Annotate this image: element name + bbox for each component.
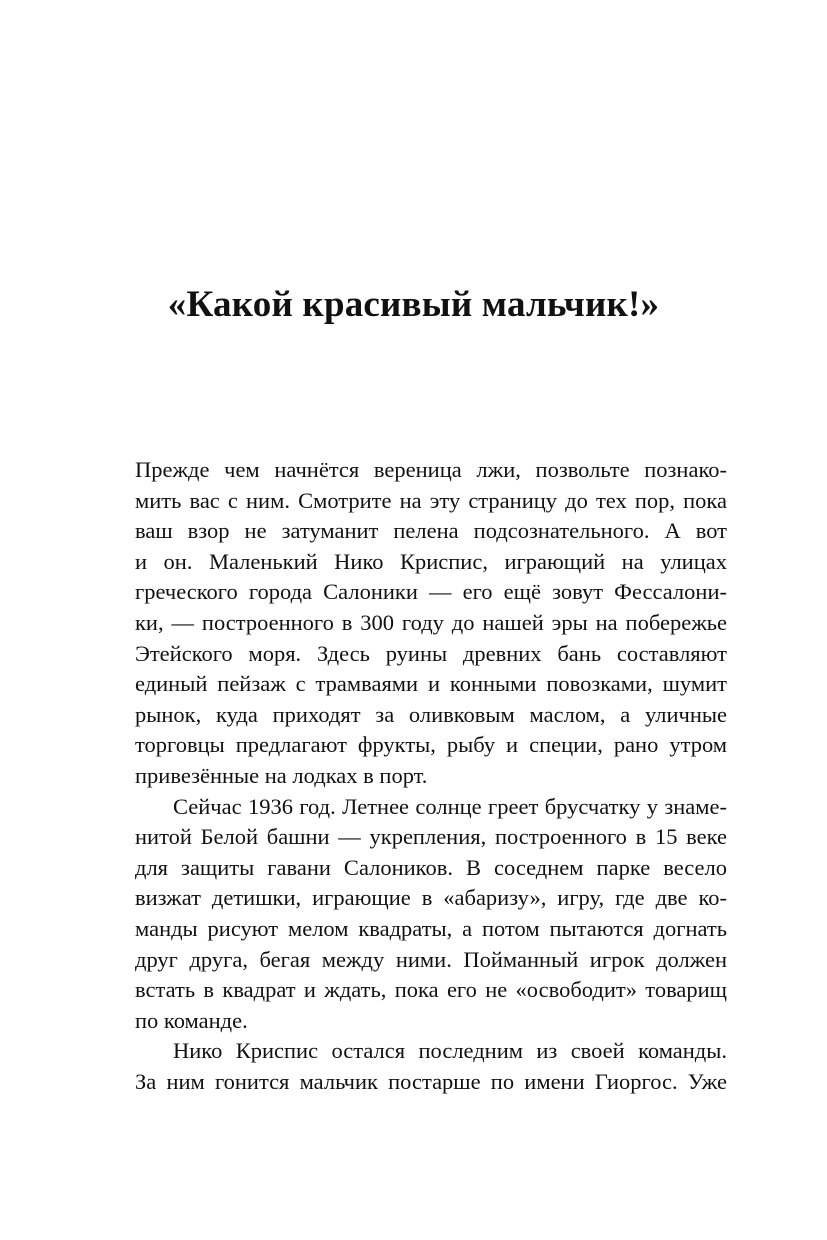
text-line: Сейчас 1936 год. Летнее солнце греет брусчатку у знаме- xyxy=(173,793,727,819)
text-line: по команде. xyxy=(135,1007,248,1033)
text-line: греческого города Салоники — его ещё зовут Фессалони- xyxy=(135,579,727,605)
text-line: нитой Белой башни — укрепления, построенного в 15 веке xyxy=(135,824,727,850)
paragraph-1 xyxy=(135,455,727,792)
text-line: рынок, куда приходят за оливковым маслом, а уличные xyxy=(135,701,727,727)
paragraph-2 xyxy=(135,792,727,1037)
text-line: мить вас с ним. Смотрите на эту страницу до тех пор, пока xyxy=(135,487,727,513)
text-line: ваш взор не затуманит пелена подсознательного. А вот xyxy=(135,518,727,544)
text-line: друг друга, бегая между ними. Пойманный игрок должен xyxy=(135,946,727,972)
text-line: визжат детишки, играющие в «абаризу», игру, где две ко- xyxy=(135,885,727,911)
text-line: торговцы предлагают фрукты, рыбу и специи, рано утром xyxy=(135,732,727,758)
text-line: встать в квадрат и ждать, пока его не «освободит» товарищ xyxy=(135,977,727,1003)
text-line: ки, — построенного в 300 году до нашей эры на побережье xyxy=(135,609,727,635)
text-line: Этейского моря. Здесь руины древних бань составляют xyxy=(135,640,727,666)
text-line: манды рисуют мелом квадраты, а потом пытаются догнать xyxy=(135,915,727,941)
text-line: и он. Маленький Нико Криспис, играющий на улицах xyxy=(135,548,727,574)
text-line: За ним гонится мальчик постарше по имени Гиоргос. Уже xyxy=(135,1068,727,1094)
text-line: Нико Криспис остался последним из своей команды. xyxy=(173,1038,727,1064)
text-line: привезённые на лодках в порт. xyxy=(135,762,428,788)
text-line: единый пейзаж с трамваями и конными повозками, шумит xyxy=(135,671,727,697)
text-line: Прежде чем начнётся вереница лжи, позвольте познако- xyxy=(135,457,727,482)
text-line: для защиты гавани Салоников. В соседнем парке весело xyxy=(135,854,727,880)
chapter-title: «Какой красивый мальчик!» xyxy=(167,284,660,325)
body-text xyxy=(135,455,727,1097)
paragraph-3 xyxy=(135,1036,727,1097)
